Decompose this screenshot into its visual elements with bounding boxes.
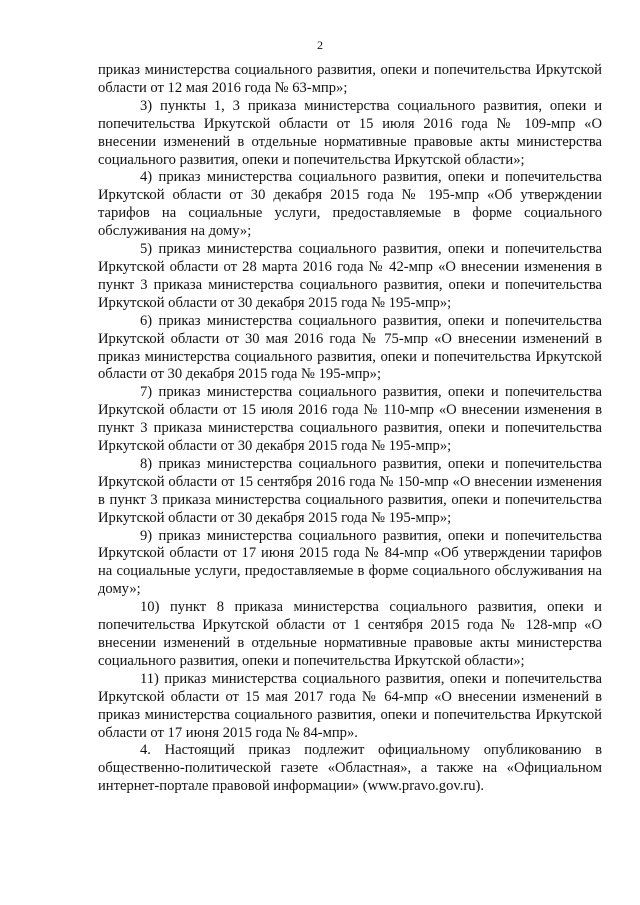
paragraph-continuation: приказ министерства социального развития, опеки и попечительства Иркутской области от 12 мая 2016 года № 63-мпр»; bbox=[98, 62, 602, 96]
paragraph-item-8: 8) приказ министерства социального развития, опеки и попечительства Иркутской области от 15 сентября 2016 года № 150-мпр «О внесении изменения в пункт 3 приказа министерства социального развития, опеки и попечительства Иркутской области от 30 декабря 2015 года № 195-мпр»; bbox=[98, 455, 602, 526]
paragraph-item-9: 9) приказ министерства социального развития, опеки и попечительства Иркутской области от 17 июня 2015 года № 84-мпр «Об утверждении тарифов на социальные услуги, предоставляемые в форме социального обслуживания на дому»; bbox=[98, 527, 602, 598]
paragraph-item-6: 6) приказ министерства социального развития, опеки и попечительства Иркутской области от 30 мая 2016 года № 75-мпр «О внесении изменений в приказ министерства социального развития, опеки и попечительства Иркутской области от 30 декабря 2015 года № 195-мпр»; bbox=[98, 312, 602, 383]
document-body bbox=[98, 62, 602, 796]
paragraph-item-3: 3) пункты 1, 3 приказа министерства социального развития, опеки и попечительства Иркутской области от 15 июля 2016 года № 109-мпр «О внесении изменений в отдельные нормативные правовые акты министерства социального развития, опеки и попечительства Иркутской области»; bbox=[98, 97, 602, 168]
paragraph-item-10: 10) пункт 8 приказа министерства социального развития, опеки и попечительства Иркутской области от 1 сентября 2015 года № 128-мпр «О внесении изменений в отдельные нормативные правовые акты министерства социального развития, опеки и попечительства Иркутской области»; bbox=[98, 599, 602, 669]
paragraph-item-11: 11) приказ министерства социального развития, опеки и попечительства Иркутской области от 15 мая 2017 года № 64-мпр «О внесении изменений в приказ министерства социального развития, опеки и попечительства Иркутской области от 17 июня 2015 года № 84-мпр». bbox=[98, 670, 602, 741]
page-number: 2 bbox=[317, 38, 323, 52]
paragraph-item-7: 7) приказ министерства социального развития, опеки и попечительства Иркутской области от 15 июля 2016 года № 110-мпр «О внесении изменения в пункт 3 приказа министерства социального развития, опеки и попечительства Иркутской области от 30 декабря 2015 года № 195-мпр»; bbox=[98, 384, 602, 455]
paragraph-section-4: 4. Настоящий приказ подлежит официальному опубликованию в общественно-политической газете «Областная», а также на «Официальном интернет-портале правовой информации» (www.pravo.gov.ru). bbox=[98, 742, 602, 795]
paragraph-item-4: 4) приказ министерства социального развития, опеки и попечительства Иркутской области от 30 декабря 2015 года № 195-мпр «Об утверждении тарифов на социальные услуги, предоставляемые в форме социального обслуживания на дому»; bbox=[98, 169, 602, 240]
paragraph-item-5: 5) приказ министерства социального развития, опеки и попечительства Иркутской области от 28 марта 2016 года № 42-мпр «О внесении изменения в пункт 3 приказа министерства социального развития, опеки и попечительства Иркутской области от 30 декабря 2015 года № 195-мпр»; bbox=[98, 241, 602, 311]
